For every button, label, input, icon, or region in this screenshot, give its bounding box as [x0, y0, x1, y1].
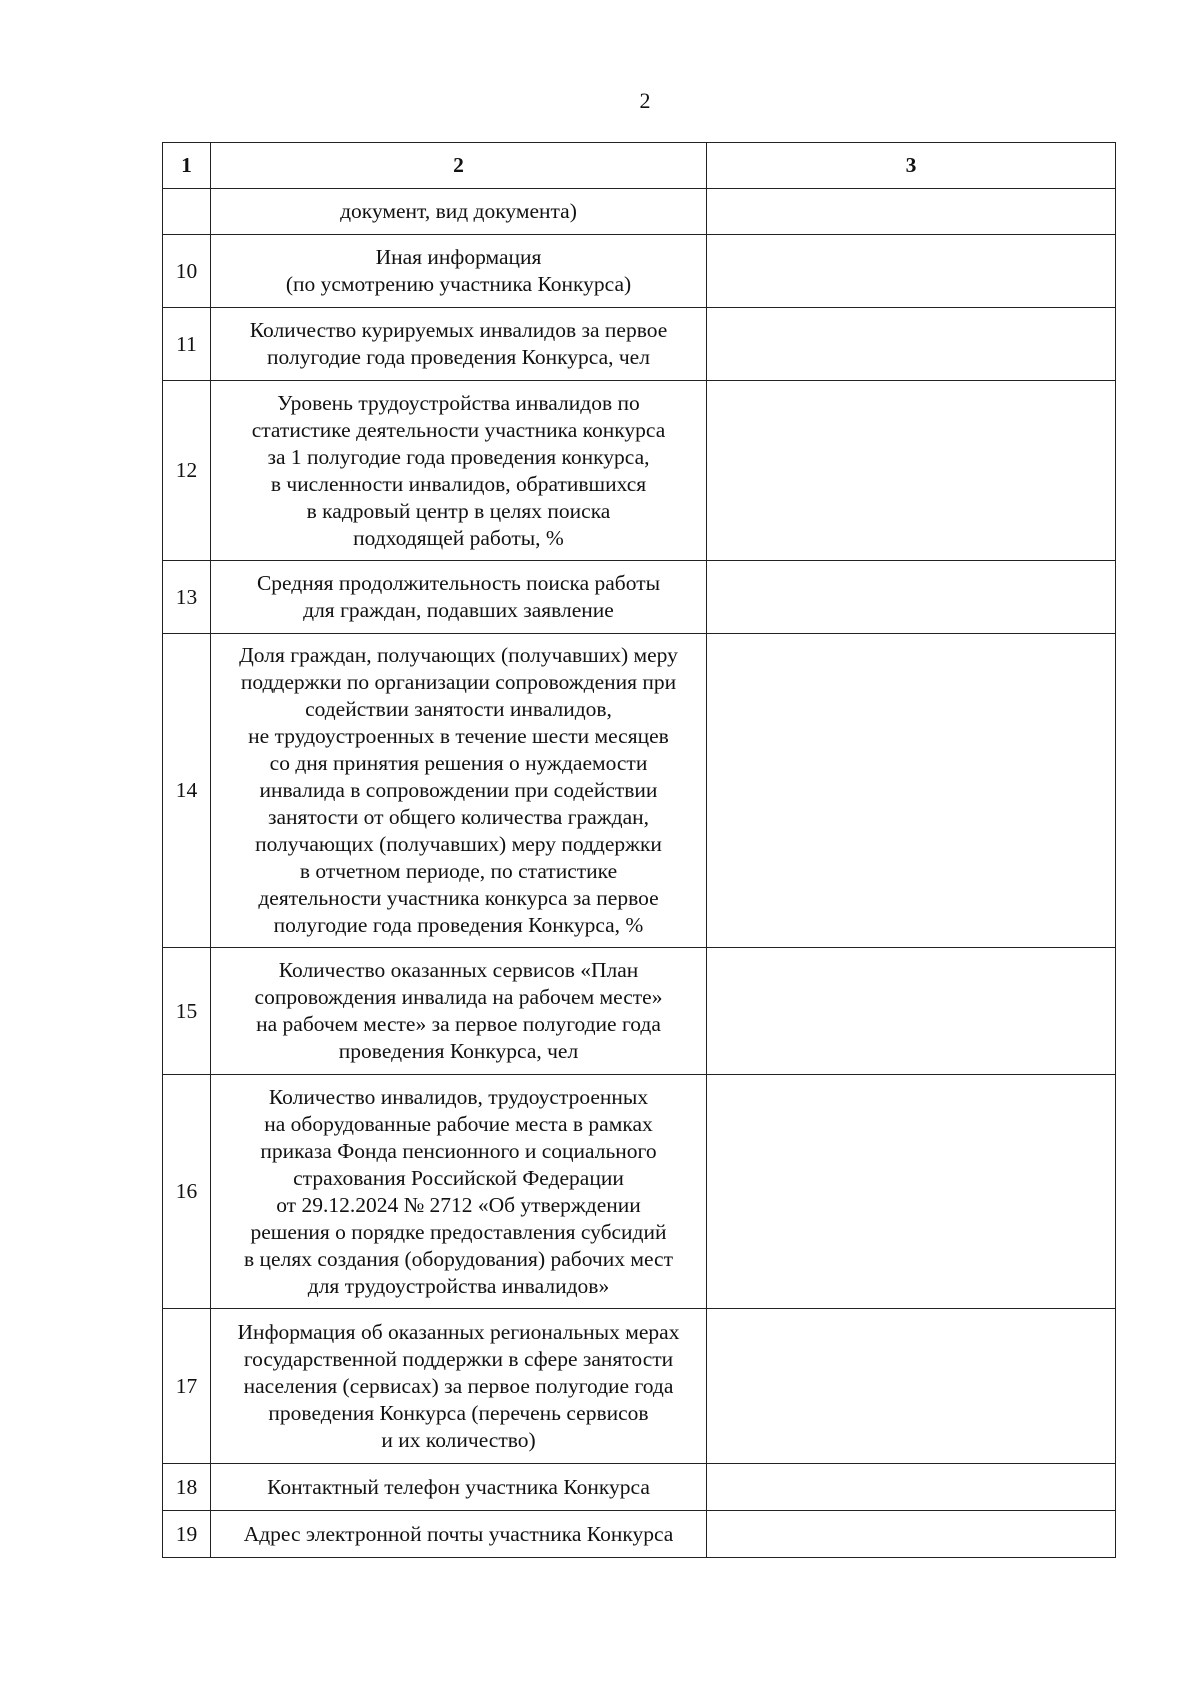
- row-value-cell: [707, 235, 1116, 308]
- column-header-2: 2: [211, 143, 707, 189]
- row-description: Количество оказанных сервисов «План сопровождения инвалида на рабочем месте» на рабочем месте» за первое полугодие года проведения Конкурса, чел: [211, 948, 707, 1075]
- table-row: [163, 381, 1116, 561]
- row-value-cell: [707, 308, 1116, 381]
- row-description: Информация об оказанных региональных мерах государственной поддержки в сфере занятости населения (сервисах) за первое полугодие года проведения Конкурса (перечень сервисов и их количество): [211, 1309, 707, 1464]
- row-number: 17: [163, 1309, 211, 1464]
- table-row: [163, 308, 1116, 381]
- row-number: 10: [163, 235, 211, 308]
- row-description: Доля граждан, получающих (получавших) меру поддержки по организации сопровождения при содействии занятости инвалидов, не трудоустроенных в течение шести месяцев со дня принятия решения о нуждаемости инвалида в сопровождении при содействии занятости от общего количества граждан, получающих (получавших) меру поддержки в отчетном периоде, по статистике деятельности участника конкурса за первое полугодие года проведения Конкурса, %: [211, 634, 707, 948]
- row-description: Адрес электронной почты участника Конкурса: [211, 1511, 707, 1558]
- row-value-cell: [707, 561, 1116, 634]
- row-value-cell: [707, 1464, 1116, 1511]
- table-row: [163, 189, 1116, 235]
- form-table: [162, 142, 1116, 1558]
- table-header-row: [163, 143, 1116, 189]
- row-value-cell: [707, 948, 1116, 1075]
- row-description: документ, вид документа): [211, 189, 707, 235]
- table-row: [163, 948, 1116, 1075]
- row-value-cell: [707, 1511, 1116, 1558]
- row-number: 16: [163, 1075, 211, 1309]
- row-value-cell: [707, 1309, 1116, 1464]
- row-number: 18: [163, 1464, 211, 1511]
- column-header-3: 3: [707, 143, 1116, 189]
- table-row: [163, 1511, 1116, 1558]
- row-number: 15: [163, 948, 211, 1075]
- table-row: [163, 1309, 1116, 1464]
- row-description: Контактный телефон участника Конкурса: [211, 1464, 707, 1511]
- row-description: Количество курируемых инвалидов за первое полугодие года проведения Конкурса, чел: [211, 308, 707, 381]
- page-number: 2: [639, 88, 651, 113]
- row-number: [163, 189, 211, 235]
- table-row: [163, 1075, 1116, 1309]
- table-row: [163, 235, 1116, 308]
- row-value-cell: [707, 381, 1116, 561]
- row-value-cell: [707, 1075, 1116, 1309]
- row-value-cell: [707, 634, 1116, 948]
- row-value-cell: [707, 189, 1116, 235]
- row-number: 14: [163, 634, 211, 948]
- row-number: 12: [163, 381, 211, 561]
- table-row: [163, 561, 1116, 634]
- row-description: Уровень трудоустройства инвалидов по статистике деятельности участника конкурса за 1 полугодие года проведения конкурса, в численности инвалидов, обратившихся в кадровый центр в целях поиска подходящей работы, %: [211, 381, 707, 561]
- row-number: 19: [163, 1511, 211, 1558]
- row-description: Количество инвалидов, трудоустроенных на оборудованные рабочие места в рамках приказа Фонда пенсионного и социального страхования Российской Федерации от 29.12.2024 № 2712 «Об утверждении решения о порядке предоставления субсидий в целях создания (оборудования) рабочих мест для трудоустройства инвалидов»: [211, 1075, 707, 1309]
- row-number: 13: [163, 561, 211, 634]
- column-header-1: 1: [163, 143, 211, 189]
- row-description: Средняя продолжительность поиска работы для граждан, подавших заявление: [211, 561, 707, 634]
- row-number: 11: [163, 308, 211, 381]
- table-row: [163, 1464, 1116, 1511]
- table-row: [163, 634, 1116, 948]
- row-description: Иная информация (по усмотрению участника Конкурса): [211, 235, 707, 308]
